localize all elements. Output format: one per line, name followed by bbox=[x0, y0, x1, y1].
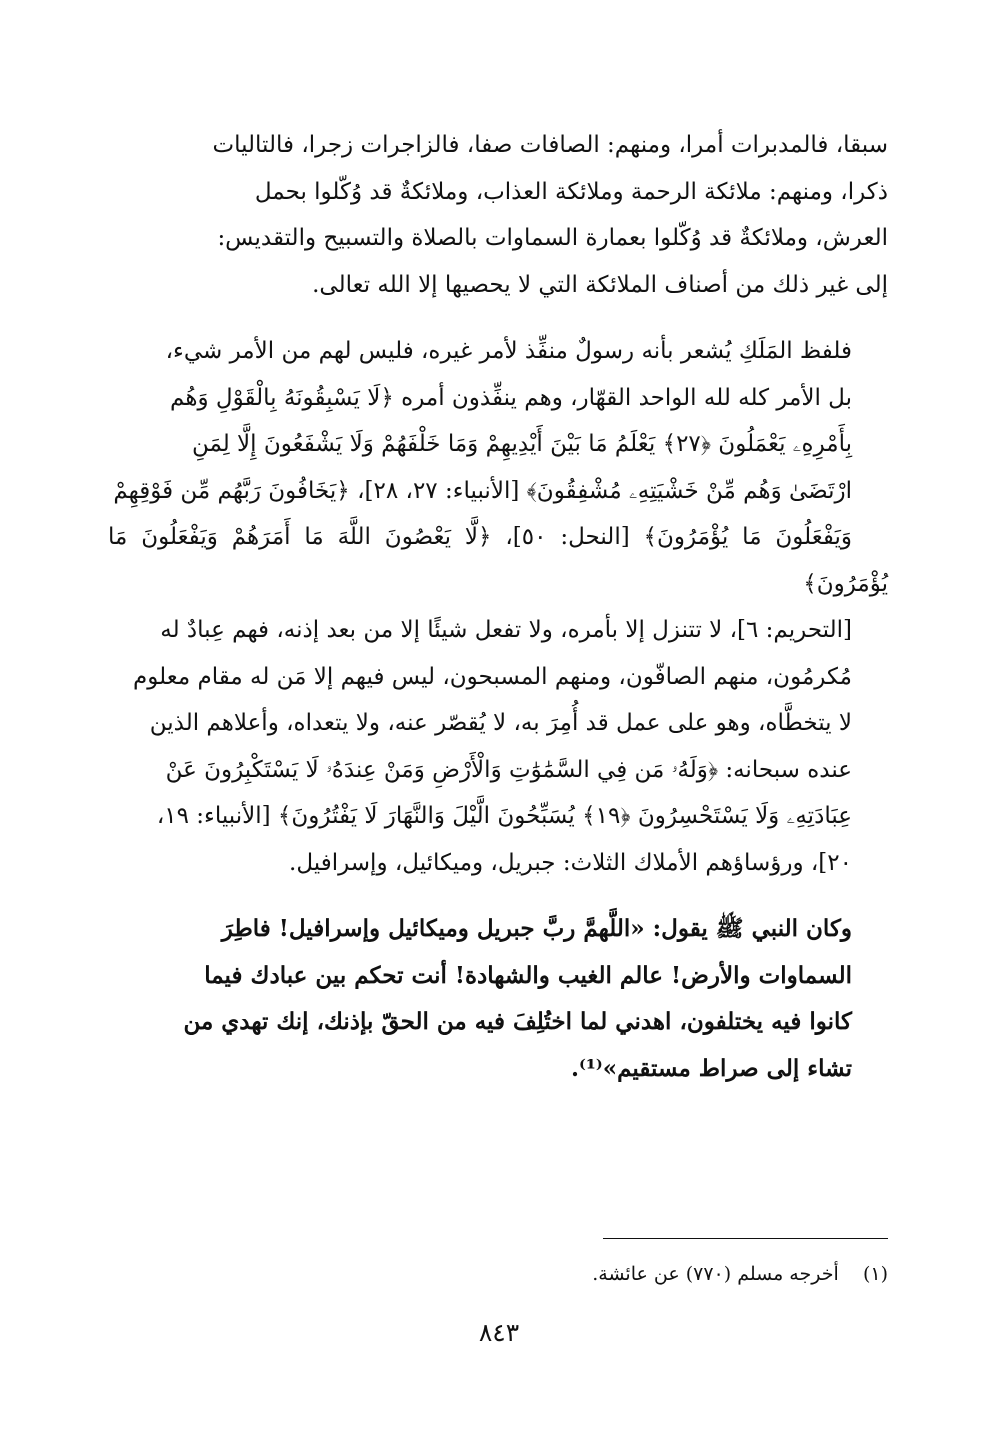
text-line: السماوات والأرض! عالم الغيب والشهادة! أنت تحكم بين عبادك فيما bbox=[204, 961, 852, 989]
text-line: مُكرمُون، منهم الصافّون، ومنهم المسبحون، ليس فيهم إلا مَن له مقام معلوم bbox=[133, 663, 852, 690]
text-line: [التحريم: ٦]، لا تتنزل إلا بأمره، ولا تفعل شيئًا إلا من بعد إذنه، فهم عِبادٌ له bbox=[160, 617, 852, 643]
text-line: ذكرا، ومنهم: ملائكة الرحمة وملائكة العذاب، وملائكةٌ قد وُكّلوا بحمل bbox=[254, 178, 888, 205]
text-line: فلفظ المَلَكِ يُشعر بأنه رسولٌ منفِّذ لأمر غيره، فليس لهم من الأمر شيء، bbox=[165, 338, 852, 364]
text-line: ارْتَضَىٰ وَهُم مِّنْ خَشْيَتِهِۦ مُشْفِقُونَ﴾ [الأنبياء: ٢٧، ٢٨]، ﴿يَخَافُونَ رَبَّهُم مِّن فَوْقِهِمْ bbox=[113, 477, 852, 504]
text-line: تشاء إلى صراط مستقيم»⁽¹⁾. bbox=[570, 1054, 852, 1082]
text-line: إلى غير ذلك من أصناف الملائكة التي لا يحصيها إلا الله تعالى. bbox=[312, 271, 888, 298]
paragraph-angel-categories bbox=[108, 122, 888, 308]
text-line: لا يتخطَّاه، وهو على عمل قد أُمِرَ به، لا يُقصّر عنه، ولا يتعداه، وأعلاهم الذين bbox=[149, 710, 852, 736]
text-line: ٢٠]، ورؤساؤهم الأملاك الثلاث: جبريل، وميكائيل، وإسرافيل. bbox=[289, 849, 852, 876]
main-text-body bbox=[108, 122, 888, 1112]
text-line: العرش، وملائكةٌ قد وُكّلوا بعمارة السماوات بالصلاة والتسبيح والتقديس: bbox=[217, 225, 888, 251]
text-line: سبقا، فالمدبرات أمرا، ومنهم: الصافات صفا، فالزاجرات زجرا، فالتاليات bbox=[212, 132, 888, 158]
text-line: عِبَادَتِهِۦ وَلَا يَسْتَحْسِرُونَ ﴿١٩﴾ يُسَبِّحُونَ الَّيْلَ وَالنَّهَارَ لَا يَفْتُرُونَ﴾ [الأنبياء: ١٩، bbox=[156, 803, 852, 829]
text-line: كانوا فيه يختلفون، اهدني لما اختُلِفَ فيه من الحقّ بإذنك، إنك تهدي من bbox=[183, 1008, 852, 1035]
footnote-text: أخرجه مسلم (٧٧٠) عن عائشة. bbox=[592, 1263, 839, 1285]
footnote-marker: (١) bbox=[862, 1263, 888, 1285]
text-line: بل الأمر كله لله الواحد القهّار، وهم ينفِّذون أمره ﴿لَا يَسْبِقُونَهُ بِالْقَوْلِ وَهُم bbox=[170, 384, 852, 411]
text-line: وَيَفْعَلُونَ مَا يُؤْمَرُونَ﴾ [النحل: ٥٠]، ﴿لَّا يَعْصُونَ اللَّهَ مَا أَمَرَهُمْ وَيَفْعَلُونَ مَا يُؤْمَرُونَ﴾ bbox=[108, 524, 888, 597]
paragraph-prophet-supplication bbox=[108, 906, 888, 1092]
paragraph-angel-meaning bbox=[108, 328, 888, 886]
text-line: بِأَمْرِهِۦ يَعْمَلُونَ ﴿٢٧﴾ يَعْلَمُ مَا بَيْنَ أَيْدِيهِمْ وَمَا خَلْفَهُمْ وَلَا يَشْفَعُونَ إِلَّا لِمَنِ bbox=[191, 431, 852, 457]
text-line: وكان النبي ﷺ يقول: «اللَّهمَّ ربَّ جبريل وميكائيل وإسرافيل! فاطِرَ bbox=[221, 915, 852, 942]
text-line: عنده سبحانه: ﴿وَلَهُۥ مَن فِي السَّمَٰوَٰتِ وَالْأَرْضِ وَمَنْ عِندَهُۥ لَا يَسْتَكْبِرُونَ عَنْ bbox=[165, 756, 852, 783]
footnote bbox=[108, 1258, 888, 1290]
footnote-divider bbox=[603, 1238, 888, 1239]
footnote-spacer bbox=[845, 1263, 857, 1285]
page-number: ٨٤٣ bbox=[478, 1318, 520, 1347]
